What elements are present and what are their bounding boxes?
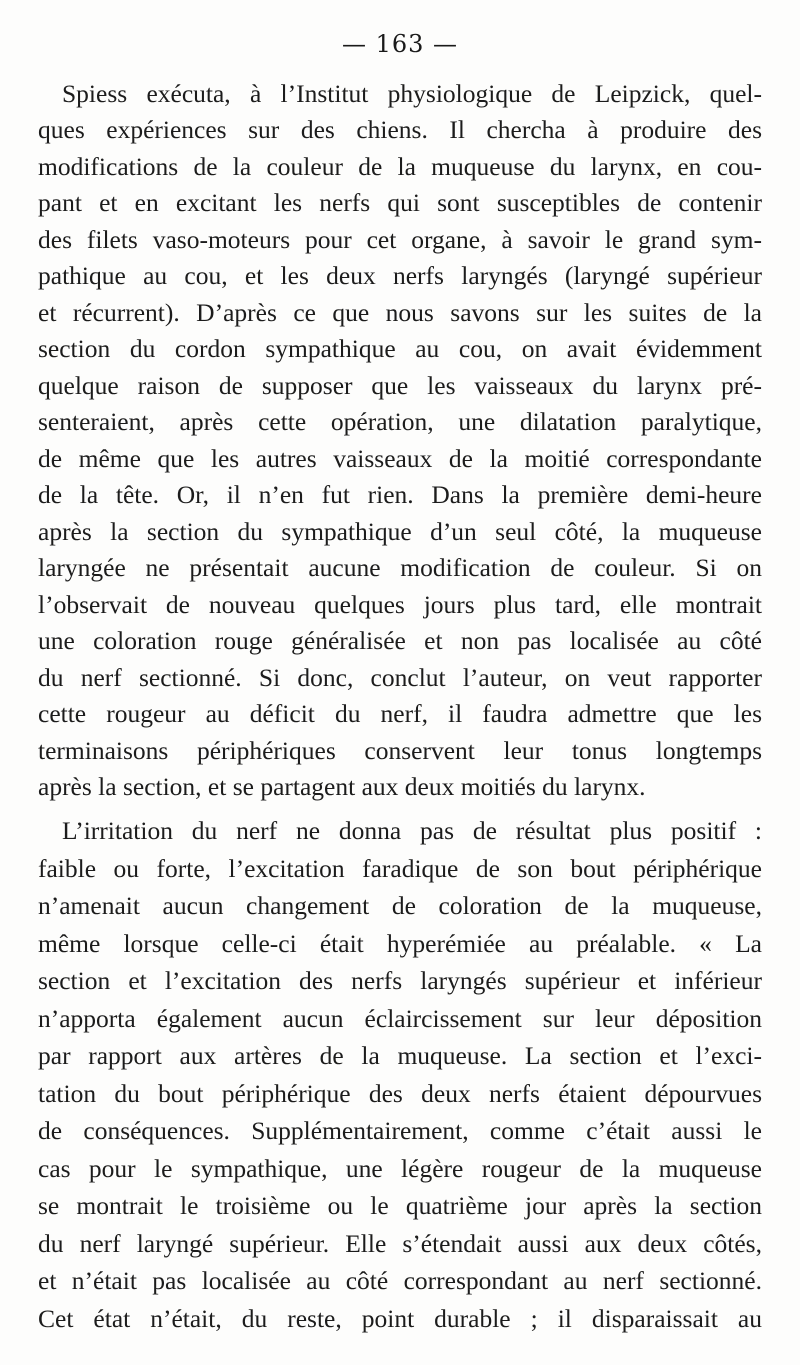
- text-line: n’amenait aucun changement de coloration de la muqueuse,: [38, 891, 762, 920]
- text-line: et récurrent). D’après ce que nous savons sur les suites de la: [38, 298, 762, 327]
- text-line: senteraient, après cette opération, une dilatation paralytique,: [38, 407, 762, 436]
- text-line: section et l’excitation des nerfs laryngés supérieur et inférieur: [38, 966, 762, 995]
- text-line: pant et en excitant les nerfs qui sont susceptibles de contenir: [38, 188, 762, 217]
- text-line: section du cordon sympathique au cou, on avait évidemment: [38, 334, 762, 363]
- text-line: cette rougeur au déficit du nerf, il faudra admettre que les: [38, 699, 762, 728]
- text-line: de la tête. Or, il n’en fut rien. Dans la première demi-heure: [38, 480, 762, 509]
- text-line: du nerf sectionné. Si donc, conclut l’auteur, on veut rapporter: [38, 663, 762, 692]
- text-line: faible ou forte, l’excitation faradique de son bout périphérique: [38, 854, 762, 883]
- text-line: terminaisons périphériques conservent leur tonus longtemps: [38, 736, 762, 765]
- text-line: de même que les autres vaisseaux de la moitié correspondante: [38, 444, 762, 473]
- text-line: n’apporta également aucun éclaircissement sur leur déposition: [38, 1004, 762, 1033]
- text-line: par rapport aux artères de la muqueuse. La section et l’exci-: [38, 1041, 762, 1070]
- text-line: l’observait de nouveau quelques jours plus tard, elle montrait: [38, 590, 762, 619]
- text-line: et n’était pas localisée au côté correspondant au nerf sectionné.: [38, 1266, 762, 1295]
- text-line: quelque raison de supposer que les vaisseaux du larynx pré-: [38, 371, 762, 400]
- page-number: — 163 —: [341, 30, 459, 58]
- text-line: après la section du sympathique d’un seul côté, la muqueuse: [38, 517, 762, 546]
- text-line: même lorsque celle-ci était hyperémiée au préalable. « La: [38, 929, 762, 958]
- text-line: une coloration rouge généralisée et non pas localisée au côté: [38, 626, 762, 655]
- text-line: pathique au cou, et les deux nerfs laryngés (laryngé supérieur: [38, 261, 762, 290]
- text-line: Spiess exécuta, à l’Institut physiologique de Leipzick, quel-: [62, 79, 762, 108]
- text-line: du nerf laryngé supérieur. Elle s’étendait aussi aux deux côtés,: [38, 1229, 762, 1258]
- text-line: cas pour le sympathique, une légère rougeur de la muqueuse: [38, 1154, 762, 1183]
- text-line: se montrait le troisième ou le quatrième jour après la section: [38, 1191, 762, 1220]
- text-line: tation du bout périphérique des deux nerfs étaient dépourvues: [38, 1079, 762, 1108]
- text-line: ques expériences sur des chiens. Il chercha à produire des: [38, 115, 762, 144]
- text-line: de conséquences. Supplémentairement, comme c’était aussi le: [38, 1116, 762, 1145]
- text-line: laryngée ne présentait aucune modification de couleur. Si on: [38, 553, 762, 582]
- text-line: des filets vaso-moteurs pour cet organe, à savoir le grand sym-: [38, 225, 762, 254]
- text-line: après la section, et se partagent aux deux moitiés du larynx.: [38, 772, 646, 801]
- text-line: modifications de la couleur de la muqueuse du larynx, en cou-: [38, 152, 762, 181]
- text-line: Cet état n’était, du reste, point durable ; il disparaissait au: [38, 1304, 762, 1333]
- text-line: L’irritation du nerf ne donna pas de résultat plus positif :: [62, 816, 762, 845]
